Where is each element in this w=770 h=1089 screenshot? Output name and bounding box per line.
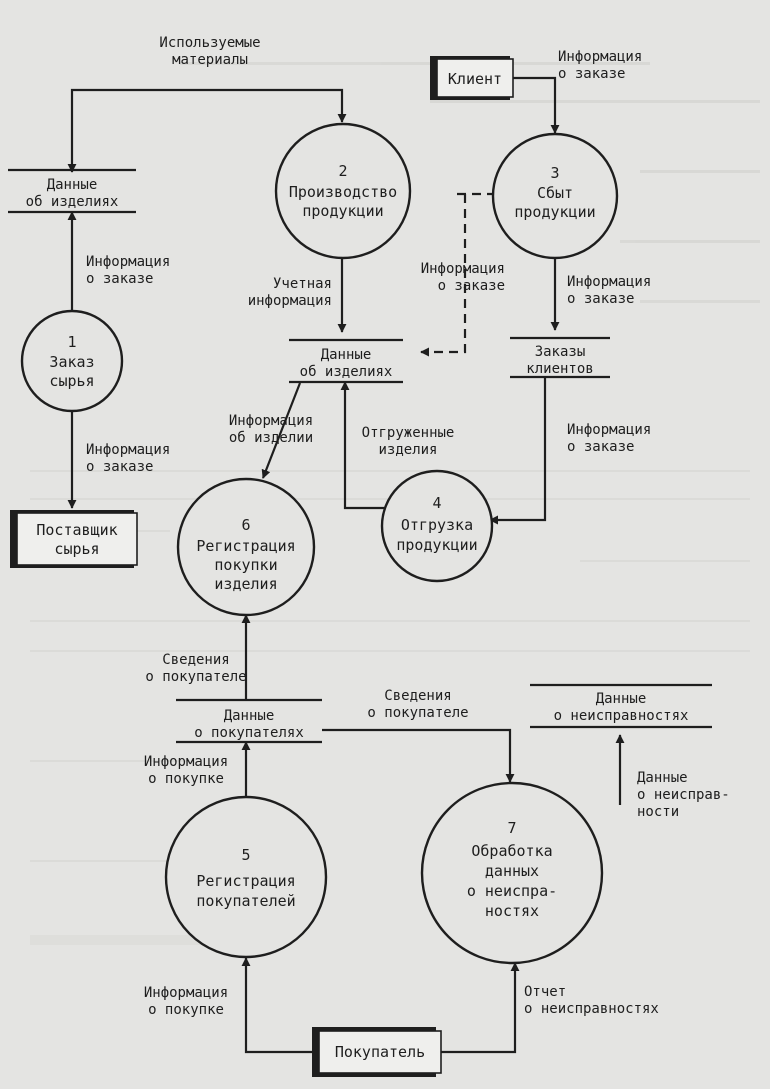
- process-4: [382, 471, 492, 581]
- flow-label: Сведения: [162, 652, 230, 668]
- external-client: [430, 56, 513, 100]
- process-number: 3: [550, 164, 560, 182]
- flow-label: Информация: [567, 422, 652, 438]
- flow-label: Информация: [420, 261, 505, 277]
- data-store-malfunctions: [530, 685, 712, 727]
- flow-label: Информация: [143, 985, 229, 1001]
- flow-label: Учетная: [272, 276, 332, 292]
- process-7: [422, 783, 602, 963]
- process-1: [22, 311, 122, 411]
- flow-label: о заказе: [86, 271, 154, 287]
- flow-label: о заказе: [86, 459, 154, 475]
- store-label: об изделиях: [25, 194, 119, 210]
- flow-label: Сведения: [384, 688, 452, 704]
- flow-label: материалы: [172, 52, 248, 68]
- process-label: Заказ: [49, 353, 95, 371]
- process-number: 5: [241, 846, 251, 864]
- process-2: [276, 124, 410, 258]
- process-label: изделия: [214, 575, 278, 593]
- flow-label: Информация: [567, 274, 652, 290]
- flow-label: Данные: [637, 770, 688, 786]
- flow-label: Информация: [86, 442, 171, 458]
- flow-label: о заказе: [567, 439, 635, 455]
- flow-label: о покупке: [148, 771, 224, 787]
- process-number: 4: [432, 494, 442, 512]
- external-buyer: [312, 1027, 441, 1077]
- external-label: сырья: [54, 540, 100, 558]
- data-store-products-2: [289, 340, 403, 382]
- process-label: продукции: [302, 202, 384, 220]
- process-number: 6: [241, 516, 251, 534]
- process-5: [166, 797, 326, 957]
- store-label: Данные: [320, 347, 372, 363]
- flow-label: о покупателе: [145, 669, 247, 685]
- process-number: 2: [338, 162, 348, 180]
- external-label: Покупатель: [334, 1043, 426, 1061]
- flow-label: о заказе: [567, 291, 635, 307]
- store-label: Данные: [595, 691, 647, 707]
- store-label: Заказы: [534, 344, 586, 360]
- edge-buyer-to-p5: [246, 958, 312, 1052]
- flow-label: об изделии: [228, 430, 314, 446]
- flow-label: Информация: [558, 49, 643, 65]
- process-label: продукции: [514, 203, 596, 221]
- process-6: [178, 479, 314, 615]
- data-store-client-orders: [510, 338, 610, 377]
- store-label: об изделиях: [299, 364, 393, 380]
- process-label: Регистрация: [196, 537, 296, 555]
- flow-label: Используемые: [159, 35, 261, 51]
- flow-label: о заказе: [437, 278, 505, 294]
- process-label: данных: [484, 862, 540, 880]
- process-label: покупателей: [196, 892, 296, 910]
- flow-label: изделия: [378, 442, 438, 458]
- process-number: 1: [67, 333, 77, 351]
- edge-buyer-to-p7: [440, 963, 515, 1052]
- process-label: сырья: [49, 372, 95, 390]
- edge-store4-to-p7: [322, 730, 510, 782]
- flow-label: о покупателе: [367, 705, 469, 721]
- flow-label: Информация: [143, 754, 229, 770]
- flow-label: ности: [637, 804, 680, 820]
- flow-label: о неисправностях: [524, 1001, 659, 1017]
- external-label: Клиент: [447, 70, 503, 88]
- store-label: Данные: [46, 177, 98, 193]
- external-label: Поставщик: [36, 521, 118, 539]
- process-label: Производство: [288, 183, 398, 201]
- store-label: о неисправностях: [553, 708, 689, 724]
- process-label: о неиспрa-: [466, 882, 558, 900]
- external-supplier: [10, 510, 137, 568]
- process-label: Обработка: [471, 842, 553, 860]
- flow-label: о покупке: [148, 1002, 224, 1018]
- flow-label: о заказе: [558, 66, 626, 82]
- flow-label: информация: [247, 293, 332, 309]
- store-label: клиентов: [526, 361, 594, 377]
- process-label: ностях: [484, 902, 540, 920]
- process-label: Сбыт: [536, 184, 574, 202]
- store-label: о покупателях: [194, 725, 304, 741]
- store-label: Данные: [223, 708, 275, 724]
- process-label: покупки: [214, 556, 278, 574]
- edge-client-to-p3: [513, 78, 555, 133]
- flow-label: Отгруженные: [361, 425, 455, 441]
- flow-label: Отчет: [524, 984, 567, 1000]
- process-label: продукции: [396, 536, 478, 554]
- flow-label: о неисправ-: [637, 787, 730, 803]
- process-3: [493, 134, 617, 258]
- process-label: Отгрузка: [400, 516, 474, 534]
- process-number: 7: [507, 819, 517, 837]
- flow-label: Информация: [86, 254, 171, 270]
- flow-label: Информация: [228, 413, 314, 429]
- process-label: Регистрация: [196, 872, 296, 890]
- data-store-buyers: [176, 700, 322, 742]
- data-store-products-1: [8, 170, 136, 212]
